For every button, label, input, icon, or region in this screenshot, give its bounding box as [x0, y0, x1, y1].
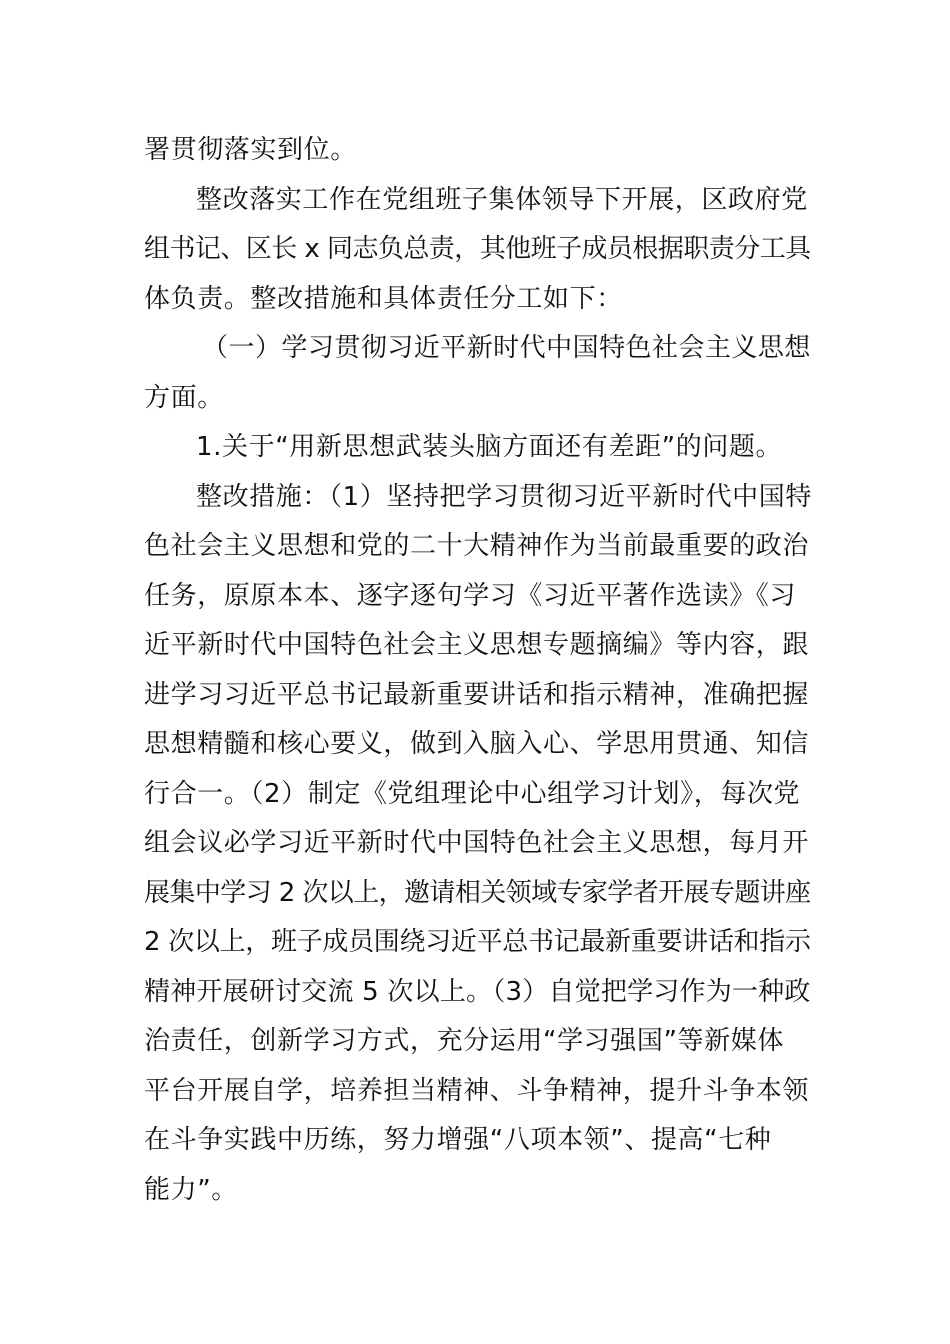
body-text: [144, 126, 812, 1215]
text-line: 进学习习近平总书记最新重要讲话和指示精神，准确把握: [144, 679, 810, 710]
text-line: 行合一。（2）制定《党组理论中心组学习计划》，每次党: [144, 778, 801, 809]
text-line: 体负责。整改措施和具体责任分工如下：: [144, 283, 623, 314]
text-line: 展集中学习 2 次以上，邀请相关领域专家学者开展专题讲座: [144, 877, 811, 908]
text-line: 平台开展自学，培养担当精神、斗争精神，提升斗争本领: [144, 1075, 810, 1106]
text-line: 治责任，创新学习方式，充分运用“学习强国”等新媒体: [144, 1026, 784, 1056]
text-line: 署贯彻落实到位。: [144, 135, 357, 165]
section-heading: （一）学习贯彻习近平新时代中国特色社会主义思想: [202, 333, 811, 363]
text-line: 任务，原原本本、逐字逐句学习《习近平著作选读》《习: [144, 580, 797, 611]
text-line: 2 次以上，班子成员围绕习近平总书记最新重要讲话和指示: [144, 927, 811, 957]
text-line: 整改措施：（1）坚持把学习贯彻习近平新时代中国特: [196, 481, 812, 512]
issue-heading: 1.关于“用新思想武装头脑方面还有差距”的问题。: [196, 432, 783, 462]
text-line: 组会议必学习近平新时代中国特色社会主义思想，每月开: [144, 828, 810, 858]
text-line: 在斗争实践中历练，努力增强“八项本领”、提高“七种: [144, 1125, 772, 1155]
text-line: 整改落实工作在党组班子集体领导下开展，区政府党: [196, 184, 808, 215]
text-line: 色社会主义思想和党的二十大精神作为当前最重要的政治: [144, 531, 810, 561]
text-line: 思想精髓和核心要义，做到入脑入心、学思用贯通、知信: [144, 729, 810, 759]
text-line: 方面。: [144, 382, 224, 413]
text-line: 精神开展研讨交流 5 次以上。（3）自觉把学习作为一种政: [144, 976, 811, 1007]
text-line: 能力”。: [144, 1174, 238, 1205]
text-line: 组书记、区长 x 同志负总责，其他班子成员根据职责分工具: [144, 234, 811, 264]
text-line: 近平新时代中国特色社会主义思想专题摘编》等内容，跟: [144, 630, 810, 660]
